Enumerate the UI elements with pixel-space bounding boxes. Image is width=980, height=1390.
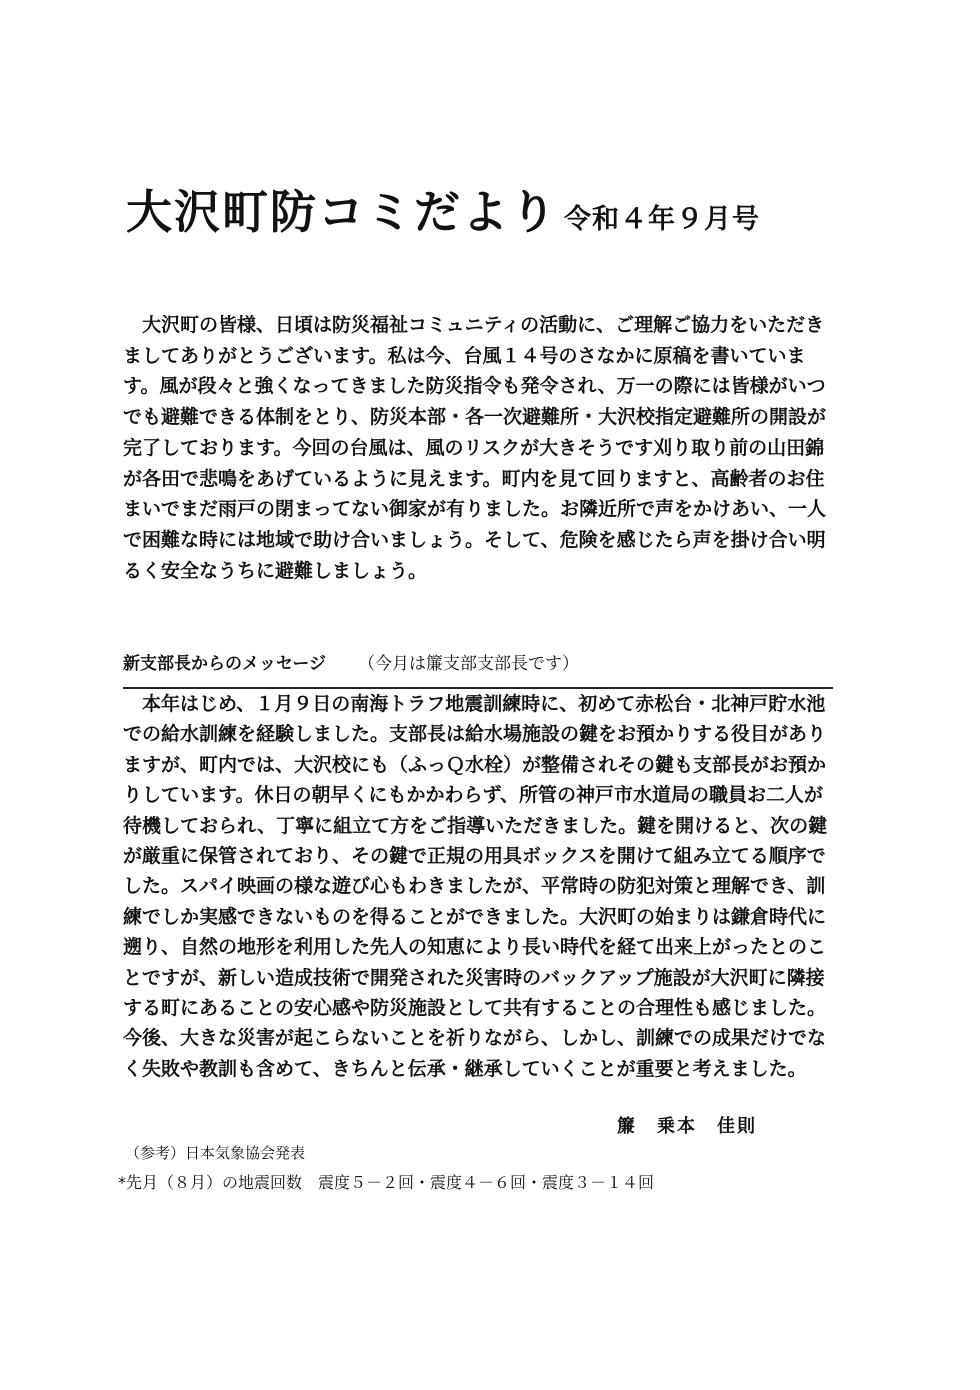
message-note: （今月は簾支部支部長です） (357, 654, 579, 674)
message-heading: 新支部長からのメッセージ (123, 654, 326, 674)
signature: 簾 乗本 佳則 (617, 1116, 757, 1137)
reference-note: （参考）日本気象協会発表 (125, 1144, 306, 1162)
message-heading-row (123, 649, 579, 674)
newsletter-header (126, 176, 760, 242)
earthquake-count-note: *先月（８月）の地震回数 震度５－２回・震度４－６回・震度３－１４回 (118, 1173, 655, 1192)
intro-paragraph: 大沢町の皆様、日頃は防災福祉コミュニティの活動に、ご理解ご協力をいただきましてありがとうございます。私は今、台風１４号のさなかに原稿を書いています。風が段々と強くなってきました防災指令も発令され、万一の際には皆様がいつでも避難できる体制をとり、防災本部・各一次避難所・大沢校指定避難所の開設が完了しております。今回の台風は、風のリスクが大きそうです刈り取り前の山田錦が各田で悲鳴をあげているように見えます。町内を見て回りますと、高齢者のお住まいでまだ雨戸の閉まってない御家が有りました。お隣近所で声をかけあい、一人で困難な時には地域で助け合いましょう。そして、危険を感じたら声を掛け合い明るく安全なうちに避難しましょう。 (123, 314, 827, 582)
newsletter-title: 大沢町防コミだより (126, 185, 558, 239)
issue-label: 令和４年９月号 (564, 204, 760, 235)
message-paragraph: 本年はじめ、１月９日の南海トラフ地震訓練時に、初めて赤松台・北神戸貯水池での給水訓練を経験しました。支部長は給水場施設の鍵をお預かりする役目がありますが、町内では、大沢校にも（ふっＱ水栓）が整備されその鍵も支部長がお預かりしています。休日の朝早くにもかかわらず、所管の神戸市水道局の職員お二人が待機しておられ、丁寧に組立て方をご指導いただきました。鍵を開けると、次の鍵が厳重に保管されており、その鍵で正規の用具ボックスを開けて組み立てる順序でした。スパイ映画の様な遊び心もわきましたが、平常時の防犯対策と理解でき、訓練でしか実感できないものを得ることができました。大沢町の始まりは鎌倉時代に遡り、自然の地形を利用した先人の知恵により長い時代を経て出来上がったとのことですが、新しい造成技術で開発された災害時のバックアップ施設が大沢町に隣接する町にあることの安心感や防災施設として共有することの合理性も感じました。今後、大きな災害が起こらないことを祈りながら、しかし、訓練での成果だけでなく失敗や教訓も含めて、きちんと伝承・継承していくことが重要と考えました。 (123, 693, 828, 1080)
